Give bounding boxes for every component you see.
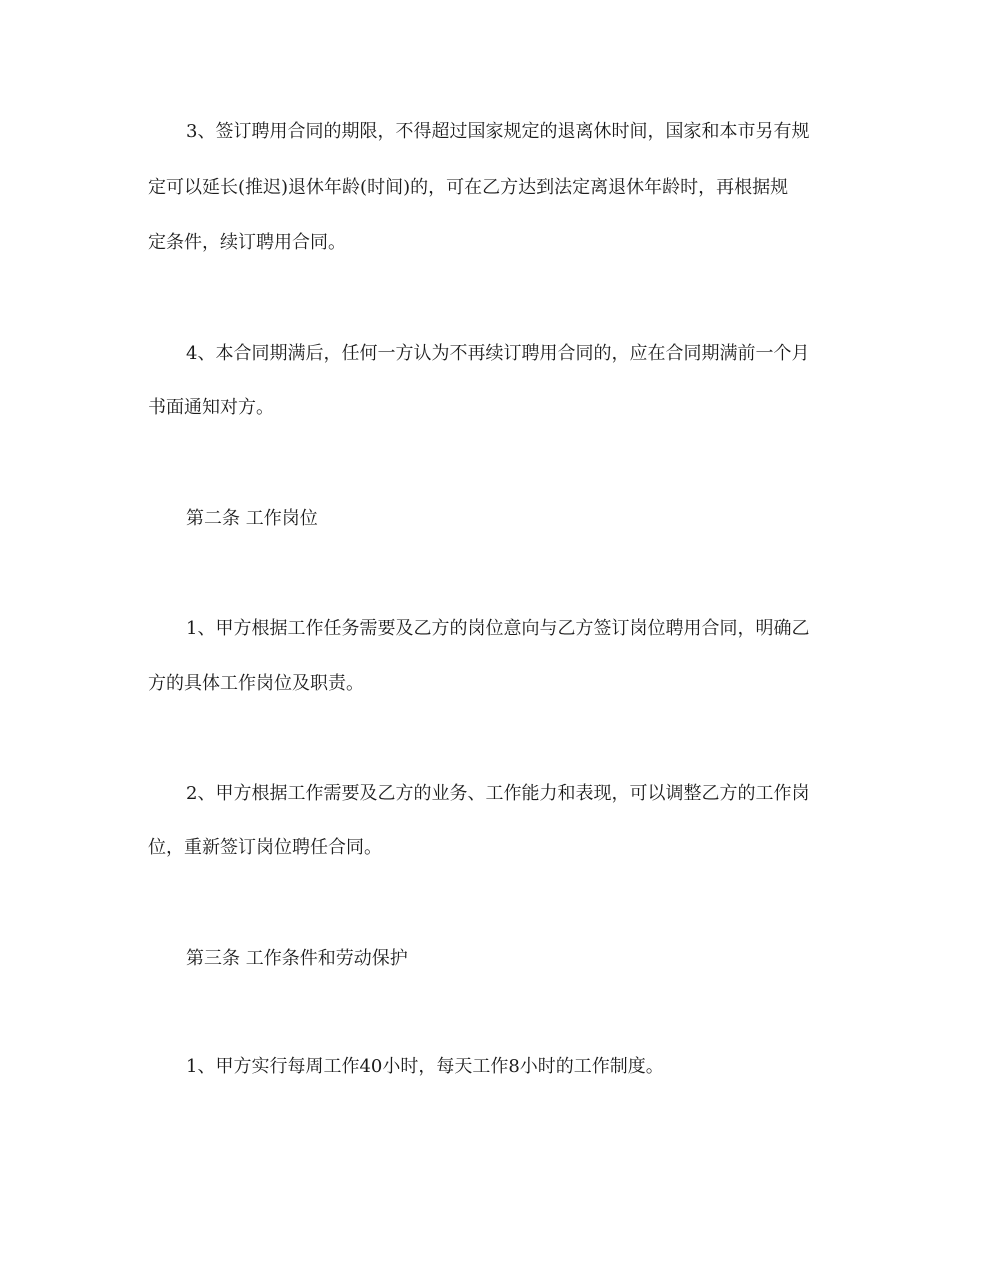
paragraph-line: 书面通知对方。: [148, 397, 274, 418]
section-heading-article-2: 第二条 工作岗位: [186, 508, 318, 529]
paragraph-line: 1、甲方根据工作任务需要及乙方的岗位意向与乙方签订岗位聘用合同，明确乙: [186, 618, 810, 639]
paragraph-line: 2、甲方根据工作需要及乙方的业务、工作能力和表现，可以调整乙方的工作岗: [186, 783, 810, 804]
paragraph-line: 1、甲方实行每周工作40小时，每天工作8小时的工作制度。: [186, 1056, 664, 1077]
paragraph-line: 位，重新签订岗位聘任合同。: [148, 837, 382, 858]
paragraph-line: 方的具体工作岗位及职责。: [148, 673, 364, 694]
section-heading-article-3: 第三条 工作条件和劳动保护: [186, 948, 408, 969]
paragraph-line: 3、签订聘用合同的期限，不得超过国家规定的退离休时间，国家和本市另有规: [186, 121, 810, 142]
paragraph-line: 4、本合同期满后，任何一方认为不再续订聘用合同的，应在合同期满前一个月: [186, 343, 810, 364]
paragraph-line: 定条件，续订聘用合同。: [148, 232, 346, 253]
paragraph-line: 定可以延长(推迟)退休年龄(时间)的，可在乙方达到法定离退休年龄时，再根据规: [148, 177, 789, 198]
